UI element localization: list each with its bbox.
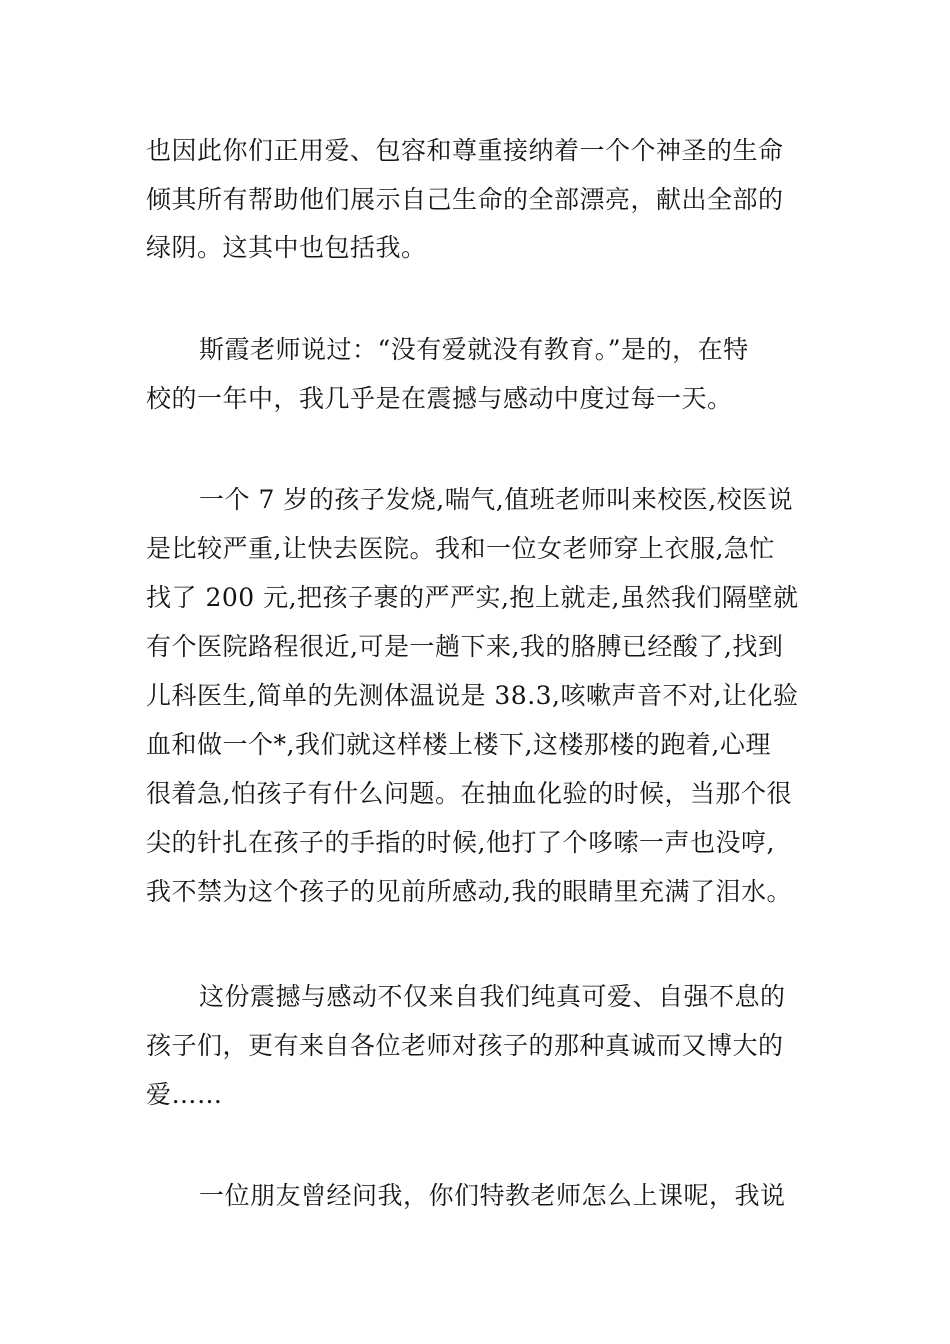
text-line: 血和做一个*,我们就这样楼上楼下,这楼那楼的跑着,心理: [146, 730, 771, 759]
text-line: 有个医院路程很近,可是一趟下来,我的胳膊已经酸了,找到: [146, 632, 784, 661]
text-line: 也因此你们正用爱、包容和尊重接纳着一个个神圣的生命: [146, 136, 784, 165]
text-line: 孩子们，更有来自各位老师对孩子的那种真诚而又博大的: [146, 1031, 784, 1060]
text-line: 这份震撼与感动不仅来自我们纯真可爱、自强不息的: [199, 982, 786, 1011]
text-line: 很着急,怕孩子有什么问题。在抽血化验的时候，当那个很: [146, 779, 792, 808]
text-line: 一位朋友曾经问我，你们特教老师怎么上课呢，我说: [199, 1181, 786, 1210]
text-line: 是比较严重,让快去医院。我和一位女老师穿上衣服,急忙: [146, 534, 775, 563]
text-line: 绿阴。这其中也包括我。: [146, 233, 427, 262]
text-line: 我不禁为这个孩子的见前所感动,我的眼睛里充满了泪水。: [146, 877, 792, 906]
text-line: 爱……: [146, 1080, 223, 1109]
text-line: 校的一年中，我几乎是在震撼与感动中度过每一天。: [146, 384, 733, 413]
text-line: 儿科医生,简单的先测体温说是 38.3,咳嗽声音不对,让化验: [146, 681, 799, 710]
text-line: 尖的针扎在孩子的手指的时候,他打了个哆嗦一声也没哼,: [146, 828, 775, 857]
text-line: 找了 200 元,把孩子裹的严严实,抱上就走,虽然我们隔壁就: [146, 583, 799, 612]
text-line: 斯霞老师说过：“没有爱就没有教育。”是的，在特: [199, 335, 749, 364]
text-line: 倾其所有帮助他们展示自己生命的全部漂亮，献出全部的: [146, 185, 784, 214]
text-line: 一个 7 岁的孩子发烧,喘气,值班老师叫来校医,校医说: [199, 485, 794, 514]
